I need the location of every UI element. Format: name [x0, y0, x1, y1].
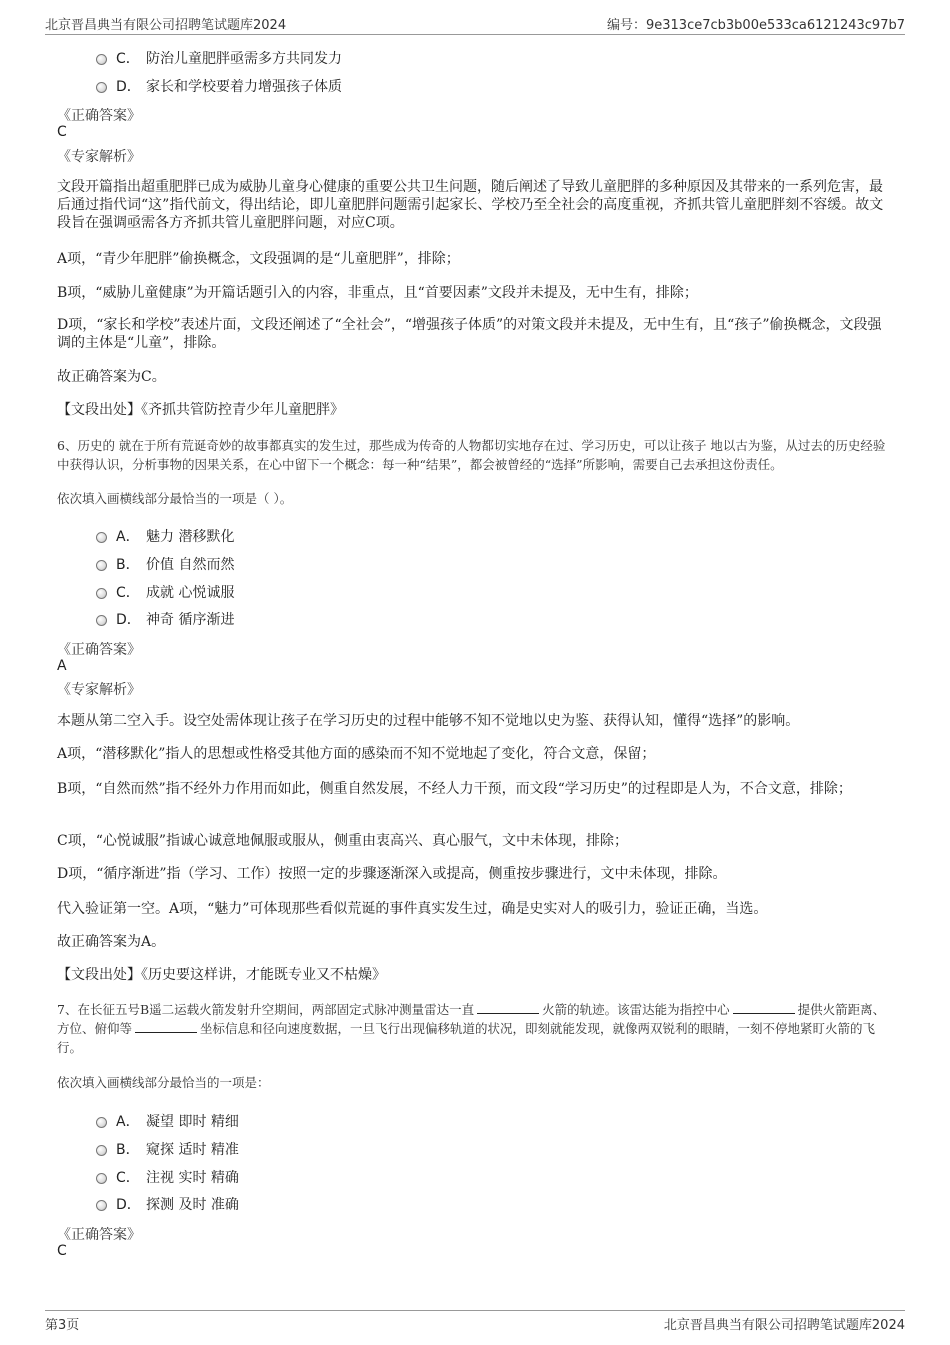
q5-analysis-para: 文段开篇指出超重肥胖已成为威胁儿童身心健康的重要公共卫生问题，随后阐述了导致儿童肥胖的多种原因及其带来的一系列危害，最后通过指代词“这”指代前文，得出结论，即儿童肥胖问题需引起家长、学校乃至全社会的高度重视，齐抓共管儿童肥胖刻不容缓。故文段旨在强调亟需各方齐抓共管儿童肥胖问题，对应C项。 — [57, 179, 884, 231]
q5-analysis-label: 《专家解析》 — [57, 149, 141, 165]
q6-option-a[interactable]: A． 魅力 潜移默化 — [96, 526, 234, 546]
page-number: 第3页 — [45, 1318, 80, 1333]
radio-icon[interactable] — [96, 1200, 107, 1211]
q6-analysis-para: B项，“自然而然”指不经外力作用而如此，侧重自然发展，不经人力干预，而文段“学习历史”的过程即是人为，不合文意，排除； — [57, 781, 852, 797]
radio-icon[interactable] — [96, 1173, 107, 1184]
page-header — [45, 12, 905, 35]
q6-answer-label: 《正确答案》 — [57, 642, 141, 658]
q6-analysis-para: 代入验证第一空。A项，“魅力”可体现那些看似荒诞的事件真实发生过，确是史实对人的吸引力，验证正确，当选。 — [57, 901, 768, 917]
q5-answer: C — [57, 124, 67, 140]
q6-analysis-para: 故正确答案为A。 — [57, 934, 166, 950]
q7-answer-label: 《正确答案》 — [57, 1227, 141, 1243]
q6-analysis-label: 《专家解析》 — [57, 682, 141, 698]
q5-source: 【文段出处】《齐抓共管防控青少年儿童肥胖》 — [57, 402, 344, 418]
radio-icon[interactable] — [96, 532, 107, 543]
radio-icon[interactable] — [96, 588, 107, 599]
q6-option-b[interactable]: B． 价值 自然而然 — [96, 554, 234, 574]
q5-analysis-para: B项，“威胁儿童健康”为开篇话题引入的内容，非重点，且“首要因素”文段并未提及，无中生有，排除； — [57, 285, 698, 301]
q7-option-b[interactable]: B． 窥探 适时 精准 — [96, 1139, 239, 1159]
q5-analysis-para: 故正确答案为C。 — [57, 369, 166, 385]
q5-option-c[interactable]: C． 防治儿童肥胖亟需多方共同发力 — [96, 48, 342, 68]
q7-stem: 7、在长征五号B遥二运载火箭发射升空期间，两部固定式脉冲测量雷达一直 火箭的轨迹。该雷达能为指控中心 提供火箭距离、方位、俯仰等 坐标信息和径向速度数据，一旦飞行出现偏移轨道的状况，即刻就能发现，就像两双锐利的眼睛，一刻不停地紧盯火箭的飞行。 — [57, 1002, 886, 1055]
q7-answer: C — [57, 1243, 67, 1259]
q6-analysis-para: C项，“心悦诚服”指诚心诚意地佩服或服从，侧重由衷高兴、真心服气，文中未体现，排除； — [57, 833, 629, 849]
q5-option-d[interactable]: D． 家长和学校要着力增强孩子体质 — [96, 76, 342, 96]
q5-answer-label: 《正确答案》 — [57, 108, 141, 124]
q6-source: 【文段出处】《历史要这样讲，才能既专业又不枯燥》 — [57, 967, 386, 983]
answer-blank — [733, 1001, 795, 1014]
q6-answer: A — [57, 658, 67, 674]
footer-title: 北京晋昌典当有限公司招聘笔试题库2024 — [663, 1318, 905, 1333]
q6-analysis-para: 本题从第二空入手。设空处需体现让孩子在学习历史的过程中能够不知不觉地以史为鉴、获得认知，懂得“选择”的影响。 — [57, 713, 800, 729]
radio-icon[interactable] — [96, 560, 107, 571]
radio-icon[interactable] — [96, 82, 107, 93]
q6-option-d[interactable]: D． 神奇 循序渐进 — [96, 609, 234, 629]
page-footer — [45, 1310, 905, 1335]
q6-analysis-para: A项，“潜移默化”指人的思想或性格受其他方面的感染而不知不觉地起了变化，符合文意，保留； — [57, 746, 656, 762]
q7-prompt: 依次填入画横线部分最恰当的一项是： — [57, 1075, 270, 1090]
q5-analysis-para: D项，“家长和学校”表述片面，文段还阐述了“全社会”，“增强孩子体质”的对策文段并未提及，无中生有，且“孩子”偷换概念，文段强调的主体是“儿童”，排除。 — [57, 317, 882, 351]
q7-option-d[interactable]: D． 探测 及时 准确 — [96, 1194, 239, 1214]
radio-icon[interactable] — [96, 615, 107, 626]
radio-icon[interactable] — [96, 54, 107, 65]
q6-stem: 6、历史的 就在于所有荒诞奇妙的故事都真实的发生过，那些成为传奇的人物都切实地存在过、学习历史，可以让孩子 地以古为鉴，从过去的历史经验中获得认识，分析事物的因果关系，在心中留下一个概念：每一种“结果”，都会被曾经的“选择”所影响，需要自己去承担这份责任。 — [57, 438, 886, 472]
q6-prompt: 依次填入画横线部分最恰当的一项是（ ）。 — [57, 491, 293, 506]
q6-analysis-para: D项，“循序渐进”指（学习、工作）按照一定的步骤逐渐深入或提高，侧重按步骤进行，文中未体现，排除。 — [57, 866, 727, 882]
radio-icon[interactable] — [96, 1145, 107, 1156]
answer-blank — [477, 1001, 539, 1014]
q7-option-c[interactable]: C． 注视 实时 精确 — [96, 1167, 239, 1187]
header-doc-id: 编号：9e313ce7cb3b00e533ca6121243c97b7 — [607, 18, 905, 33]
answer-blank — [135, 1020, 197, 1033]
radio-icon[interactable] — [96, 1117, 107, 1128]
header-title: 北京晋昌典当有限公司招聘笔试题库2024 — [45, 18, 287, 33]
q7-option-a[interactable]: A． 凝望 即时 精细 — [96, 1111, 239, 1131]
q6-option-c[interactable]: C． 成就 心悦诚服 — [96, 582, 234, 602]
q5-analysis-para: A项，“青少年肥胖”偷换概念，文段强调的是“儿童肥胖”，排除； — [57, 251, 460, 267]
